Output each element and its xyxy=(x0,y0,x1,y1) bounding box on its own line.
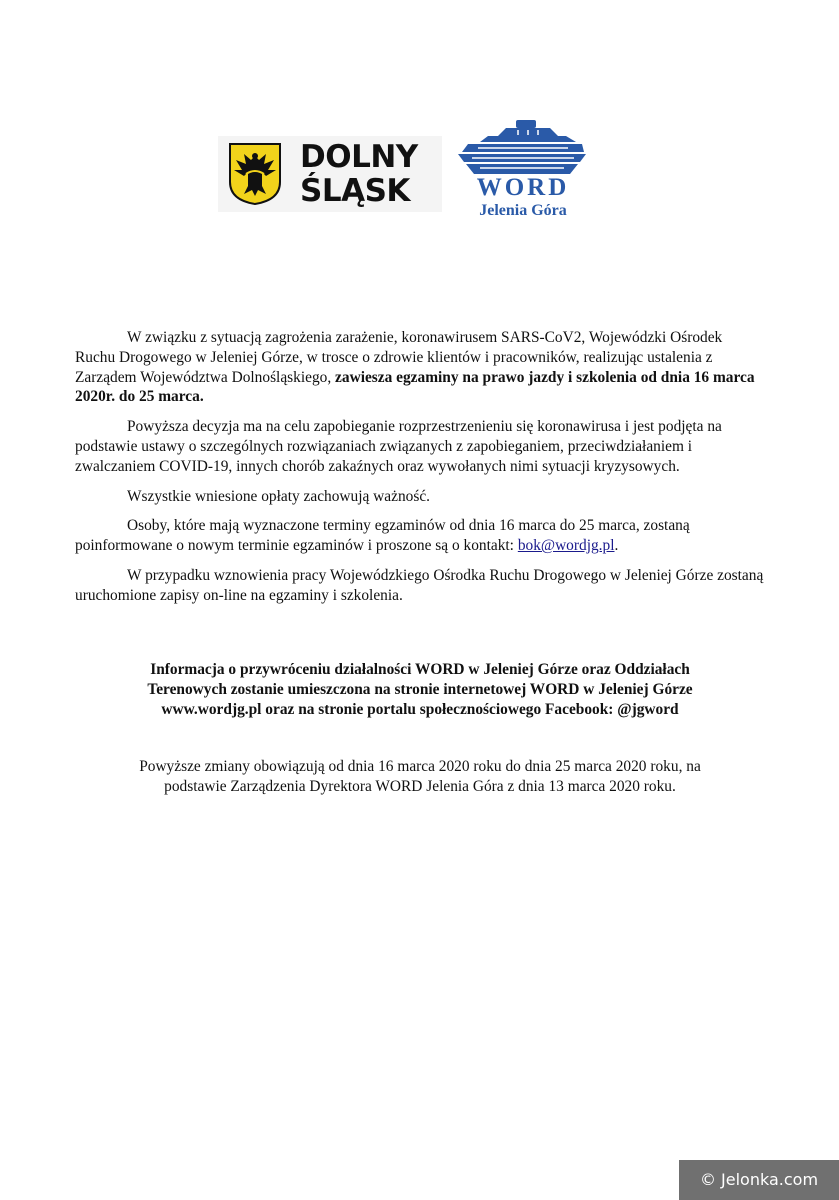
notice-line-1: Informacja o przywróceniu działalności WORD w Jeleniej Górze oraz Oddziałach xyxy=(150,661,690,678)
notice-line-3: www.wordjg.pl oraz na stronie portalu społecznościowego Facebook: @jgword xyxy=(161,700,679,718)
word-building-icon xyxy=(458,118,588,180)
dolny-slask-line1: DOLNY xyxy=(300,139,418,175)
validity-line-1: Powyższe zmiany obowiązują od dnia 16 marca 2020 roku do dnia 25 marca 2020 roku, na xyxy=(139,758,701,775)
header-logos xyxy=(218,118,598,228)
paragraph-online-registration: W przypadku wznowienia pracy Wojewódzkiego Ośrodka Ruchu Drogowego w Jeleniej Górze zostaną uruchomione zapisy on-line na egzaminy i szkolenia. xyxy=(75,566,764,604)
paragraph-suspension-text: W związku z sytuacją zagrożenia zarażenie, koronawirusem SARS-CoV2, Wojewódzki Ośrodek Ruchu Drogowego w Jeleniej Górze, w trosce o zdrowie klientów i pracowników, realizując ustalenia z Zarządem Województwa Dolnośląskiego, xyxy=(75,329,723,386)
paragraph-suspension-bold: zawiesza egzaminy na prawo jazdy i szkolenia od dnia 16 marca 2020r. do 25 marca. xyxy=(75,368,755,406)
jelonka-watermark: © Jelonka.com xyxy=(679,1160,839,1200)
dolny-slask-wordmark xyxy=(300,140,440,208)
dolny-slask-logo xyxy=(218,136,442,212)
paragraph-decision: Powyższa decyzja ma na celu zapobieganie rozprzestrzenieniu się koronawirusa i jest podjęta na podstawie ustawy o szczególnych rozwiązaniach związanych z zapobieganiem, przeciwdziałaniem i zwalczaniem COVID-19, innych chorób zakaźnych oraz wywołanych nimi sytuacji kryzysowych. xyxy=(75,418,722,475)
paragraph-contact-text: Osoby, które mają wyznaczone terminy egzaminów od dnia 16 marca do 25 marca, zostaną poinformowane o nowym terminie egzaminów i proszone są o kontakt: xyxy=(75,517,690,555)
paragraph-suspension xyxy=(75,328,765,407)
restoration-notice xyxy=(75,660,765,719)
eagle-crest-icon xyxy=(228,142,282,206)
announcement-body xyxy=(75,328,765,616)
paragraph-contact xyxy=(75,516,765,556)
paragraph-contact-end: . xyxy=(614,537,619,555)
paragraph-fees: Wszystkie wniesione opłaty zachowują ważność. xyxy=(127,487,431,505)
validity-note xyxy=(75,757,765,797)
word-logo-name: WORD xyxy=(476,174,570,201)
notice-line-2: Terenowych zostanie umieszczona na stronie internetowej WORD w Jeleniej Górze xyxy=(147,680,693,698)
dolny-slask-line2: ŚLĄSK xyxy=(300,173,410,209)
validity-line-2: podstawie Zarządzenia Dyrektora WORD Jelenia Góra z dnia 13 marca 2020 roku. xyxy=(164,777,676,795)
word-logo-city: Jelenia Góra xyxy=(479,202,567,219)
word-logo xyxy=(458,118,588,228)
contact-email-link[interactable]: bok@wordjg.pl xyxy=(517,537,615,555)
